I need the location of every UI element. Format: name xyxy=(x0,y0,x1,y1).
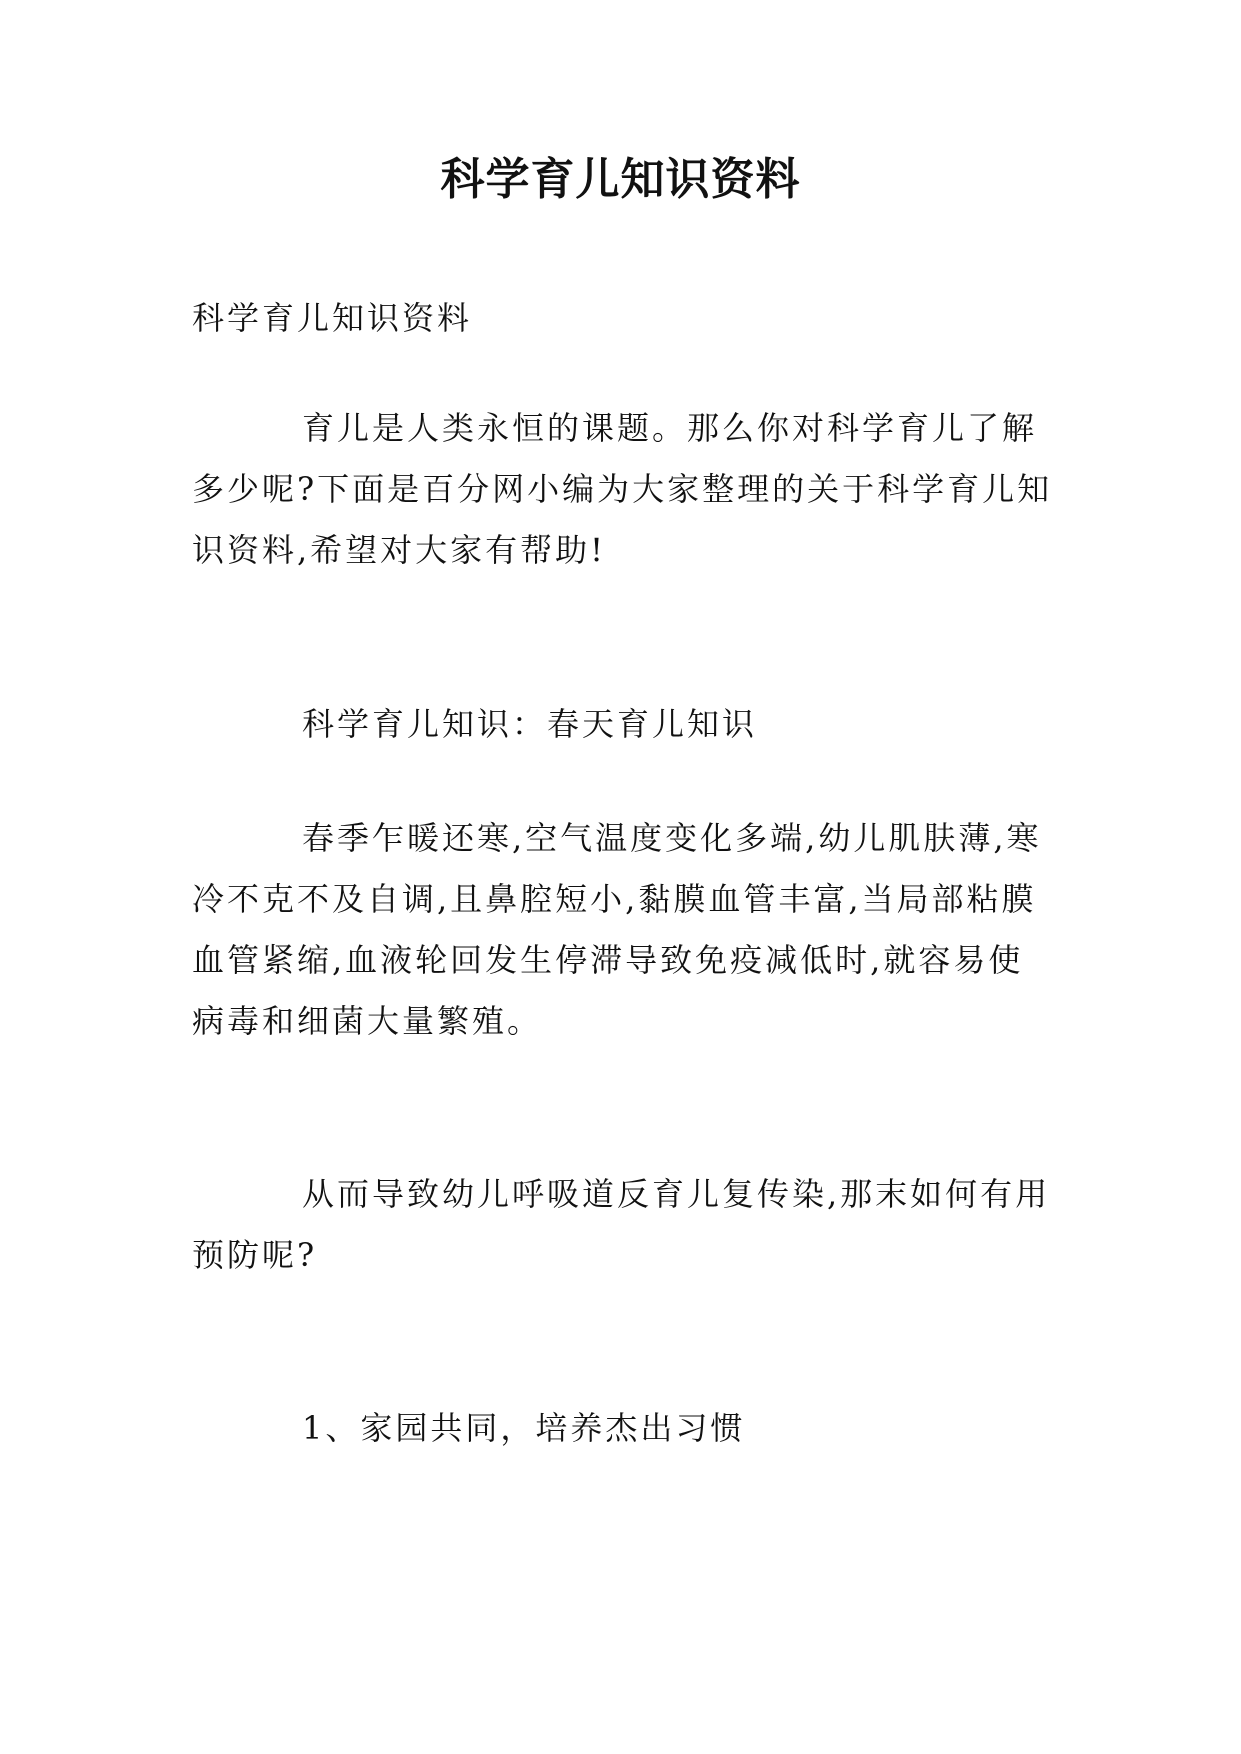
spring-paragraph: 春季乍暖还寒,空气温度变化多端,幼儿肌肤薄,寒冷不克不及自调,且鼻腔短小,黏膜血管丰富,当局部粘膜血管紧缩,血液轮回发生停滞导致免疫减低时,就容易使病毒和细菌大量繁殖。 xyxy=(192,819,1042,1040)
intro-paragraph: 育儿是人类永恒的课题。那么你对科学育儿了解多少呢?下面是百分网小编为大家整理的关于科学育儿知识资料,希望对大家有帮助! xyxy=(192,409,1053,569)
list-item: 1、家园共同，培养杰出习惯 xyxy=(302,1409,746,1447)
page-title: 科学育儿知识资料 xyxy=(440,154,801,205)
prevention-paragraph: 从而导致幼儿呼吸道反育儿复传染,那末如何有用预防呢? xyxy=(192,1175,1051,1274)
document-subtitle: 科学育儿知识资料 xyxy=(192,299,473,337)
section-heading: 科学育儿知识：春天育儿知识 xyxy=(302,705,758,743)
